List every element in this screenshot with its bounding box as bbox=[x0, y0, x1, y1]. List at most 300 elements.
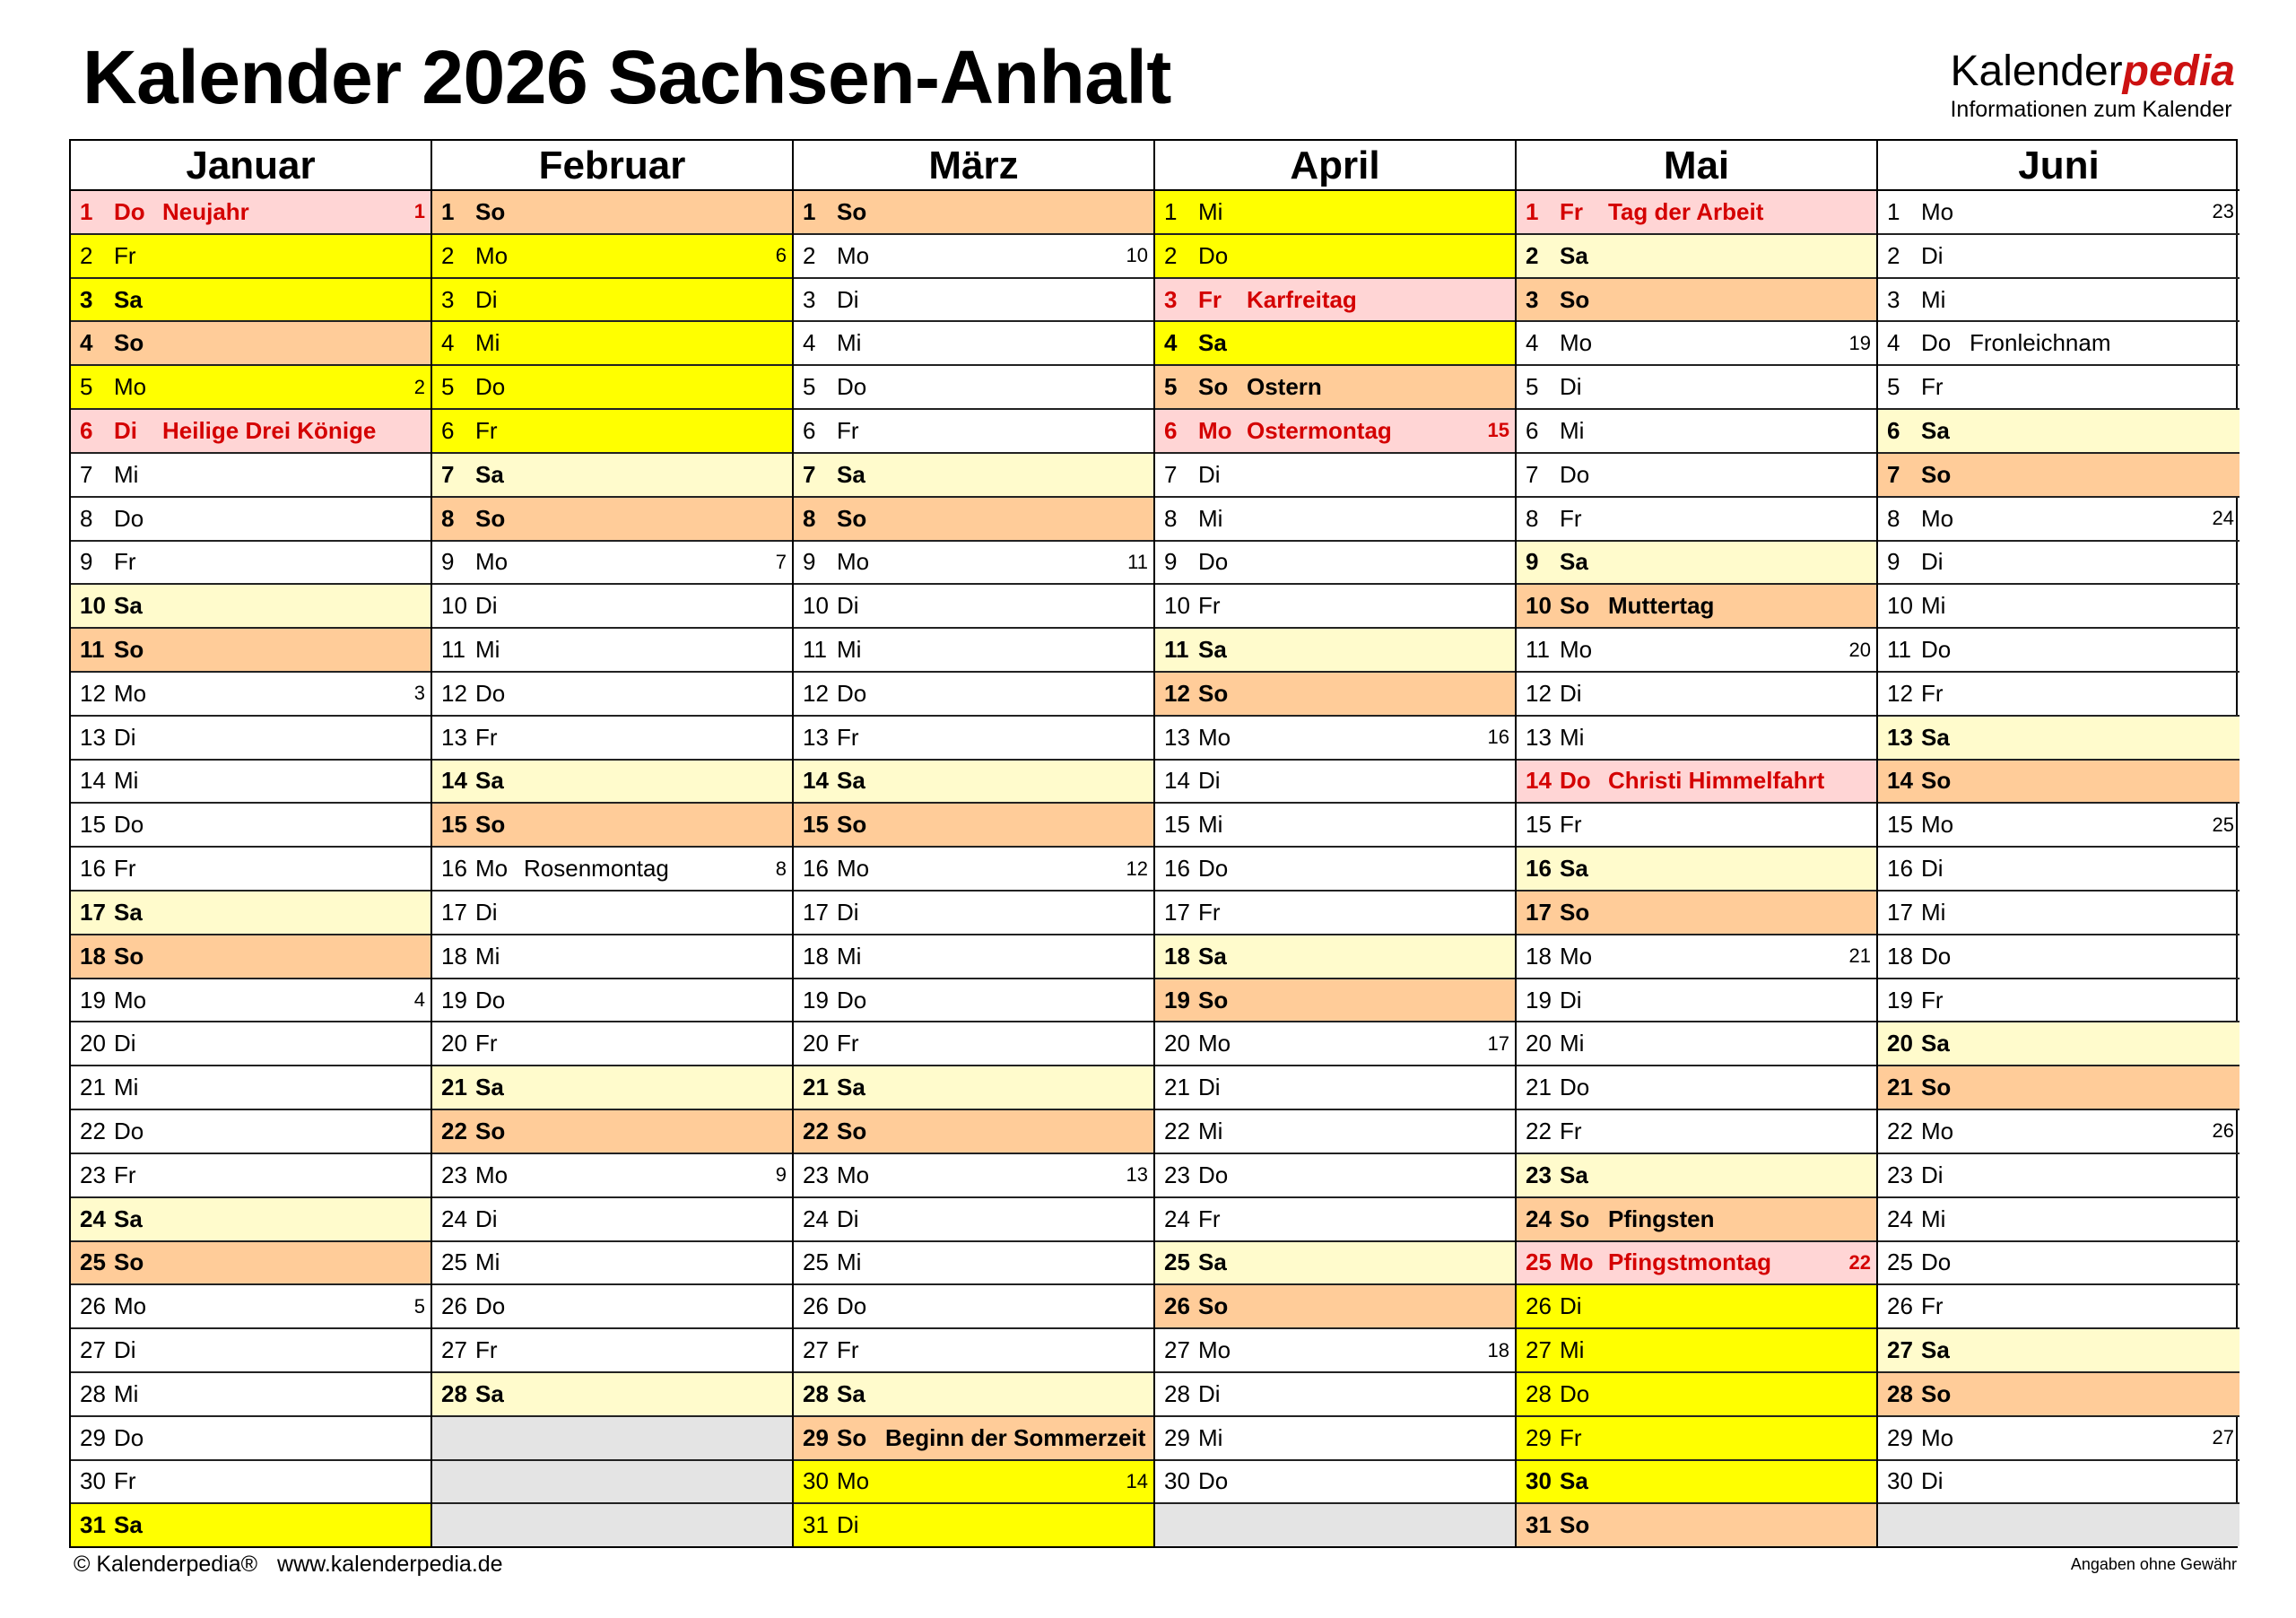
day-row[interactable] bbox=[794, 1110, 1153, 1154]
day-row[interactable] bbox=[71, 1110, 430, 1154]
day-row[interactable] bbox=[794, 410, 1153, 454]
weekday-label: Di bbox=[1198, 1379, 1221, 1407]
day-row[interactable] bbox=[794, 629, 1153, 673]
day-row[interactable] bbox=[1155, 629, 1515, 673]
day-row[interactable] bbox=[71, 935, 430, 979]
day-row[interactable] bbox=[432, 1154, 792, 1198]
day-row[interactable] bbox=[794, 935, 1153, 979]
day-event: Beginn der Sommerzeit bbox=[885, 1423, 1146, 1451]
weekday-label: Sa bbox=[1560, 1161, 1588, 1188]
day-row[interactable] bbox=[71, 498, 430, 542]
day-row[interactable] bbox=[794, 1285, 1153, 1329]
day-row[interactable] bbox=[1517, 498, 1876, 542]
day-row[interactable] bbox=[432, 717, 792, 761]
day-number: 13 bbox=[1164, 723, 1190, 751]
weekday-label: Mi bbox=[1921, 285, 1946, 313]
day-row[interactable] bbox=[432, 1242, 792, 1286]
day-row[interactable] bbox=[794, 279, 1153, 323]
day-row[interactable] bbox=[432, 1110, 792, 1154]
day-row[interactable] bbox=[432, 848, 792, 892]
day-row[interactable] bbox=[1517, 979, 1876, 1023]
weekday-label: Di bbox=[1198, 767, 1221, 795]
weekday-label: Di bbox=[837, 1205, 859, 1232]
day-row[interactable] bbox=[1155, 717, 1515, 761]
weekday-label: Mo bbox=[1560, 942, 1593, 970]
day-row[interactable] bbox=[1878, 1198, 2239, 1242]
day-row[interactable] bbox=[1517, 1461, 1876, 1505]
day-row[interactable] bbox=[71, 322, 430, 366]
day-number: 20 bbox=[1164, 1030, 1190, 1057]
day-row[interactable] bbox=[71, 1022, 430, 1066]
day-row[interactable] bbox=[71, 629, 430, 673]
day-number: 29 bbox=[80, 1423, 106, 1451]
weekday-label: Mo bbox=[114, 679, 147, 707]
day-row[interactable] bbox=[1155, 235, 1515, 279]
day-number: 22 bbox=[1526, 1117, 1552, 1144]
day-row[interactable] bbox=[794, 848, 1153, 892]
week-number: 2 bbox=[413, 375, 425, 398]
day-row[interactable] bbox=[432, 585, 792, 629]
day-row[interactable] bbox=[1878, 979, 2239, 1023]
day-row[interactable] bbox=[71, 1417, 430, 1461]
day-row[interactable] bbox=[1878, 542, 2239, 586]
day-row[interactable] bbox=[71, 1154, 430, 1198]
day-number: 24 bbox=[1164, 1205, 1190, 1232]
day-number: 12 bbox=[1887, 679, 1913, 707]
week-number: 26 bbox=[2212, 1119, 2234, 1143]
day-row[interactable] bbox=[1517, 673, 1876, 717]
day-row[interactable] bbox=[1517, 892, 1876, 935]
weekday-label: Mi bbox=[1198, 1423, 1223, 1451]
day-row[interactable] bbox=[71, 1461, 430, 1505]
weekday-label: Fr bbox=[114, 548, 136, 576]
weekday-label: Sa bbox=[1560, 855, 1588, 883]
day-row[interactable] bbox=[71, 1504, 430, 1546]
day-number: 18 bbox=[1887, 942, 1913, 970]
day-number: 21 bbox=[1164, 1074, 1190, 1101]
day-row[interactable] bbox=[1878, 410, 2239, 454]
day-row[interactable] bbox=[1155, 673, 1515, 717]
day-number: 26 bbox=[1526, 1292, 1552, 1320]
day-row[interactable] bbox=[71, 1066, 430, 1110]
day-row[interactable] bbox=[794, 1461, 1153, 1505]
day-row[interactable] bbox=[1517, 454, 1876, 498]
weekday-label: Fr bbox=[114, 855, 136, 883]
day-number: 8 bbox=[1526, 504, 1539, 532]
day-row[interactable] bbox=[71, 717, 430, 761]
weekday-label: Sa bbox=[114, 592, 143, 620]
day-row[interactable] bbox=[71, 585, 430, 629]
day-row[interactable] bbox=[71, 191, 430, 235]
day-row[interactable] bbox=[432, 761, 792, 805]
weekday-label: Do bbox=[837, 679, 867, 707]
week-number: 24 bbox=[2212, 507, 2234, 530]
day-row[interactable] bbox=[794, 585, 1153, 629]
day-number: 13 bbox=[803, 723, 829, 751]
day-row[interactable] bbox=[794, 761, 1153, 805]
weekday-label: So bbox=[1921, 1074, 1952, 1101]
day-row[interactable] bbox=[794, 979, 1153, 1023]
day-number: 25 bbox=[1526, 1248, 1552, 1276]
weekday-label: Fr bbox=[837, 416, 859, 444]
week-number: 8 bbox=[775, 857, 787, 880]
weekday-label: Mo bbox=[837, 1467, 870, 1495]
weekday-label: Do bbox=[1560, 1074, 1590, 1101]
day-row[interactable] bbox=[1155, 1242, 1515, 1286]
day-row[interactable] bbox=[1517, 366, 1876, 410]
day-row[interactable] bbox=[1878, 1285, 2239, 1329]
day-row[interactable] bbox=[1155, 892, 1515, 935]
weekday-label: Fr bbox=[114, 241, 136, 269]
brand-tagline: Informationen zum Kalender bbox=[1950, 97, 2232, 122]
day-row[interactable] bbox=[71, 279, 430, 323]
day-row[interactable] bbox=[432, 322, 792, 366]
week-number: 18 bbox=[1487, 1338, 1509, 1361]
day-row[interactable] bbox=[1878, 454, 2239, 498]
day-row[interactable] bbox=[71, 366, 430, 410]
day-row[interactable] bbox=[1155, 1198, 1515, 1242]
day-row[interactable] bbox=[1517, 1242, 1876, 1286]
day-row[interactable] bbox=[1517, 848, 1876, 892]
day-row[interactable] bbox=[794, 498, 1153, 542]
weekday-label: Mo bbox=[114, 373, 147, 401]
day-row[interactable] bbox=[794, 1154, 1153, 1198]
day-row[interactable] bbox=[794, 1504, 1153, 1546]
day-row[interactable] bbox=[432, 410, 792, 454]
day-number: 11 bbox=[80, 636, 105, 664]
day-row[interactable] bbox=[432, 235, 792, 279]
weekday-label: Mi bbox=[1198, 811, 1223, 839]
day-row[interactable] bbox=[1878, 629, 2239, 673]
month-header: Januar bbox=[71, 141, 430, 191]
day-row[interactable] bbox=[432, 191, 792, 235]
day-row[interactable] bbox=[432, 892, 792, 935]
day-row[interactable] bbox=[432, 366, 792, 410]
day-row[interactable] bbox=[1517, 191, 1876, 235]
day-event: Heilige Drei Könige bbox=[162, 416, 377, 444]
day-row[interactable] bbox=[1155, 1285, 1515, 1329]
weekday-label: Fr bbox=[1921, 373, 1944, 401]
day-row[interactable] bbox=[794, 1242, 1153, 1286]
day-row[interactable] bbox=[794, 322, 1153, 366]
day-row[interactable] bbox=[1878, 366, 2239, 410]
day-row[interactable] bbox=[71, 979, 430, 1023]
day-number: 28 bbox=[441, 1379, 467, 1407]
weekday-label: Do bbox=[1921, 329, 1952, 357]
day-row[interactable] bbox=[432, 1198, 792, 1242]
weekday-label: Di bbox=[475, 898, 498, 926]
day-number: 17 bbox=[1526, 898, 1552, 926]
week-number: 7 bbox=[775, 550, 787, 573]
day-row[interactable] bbox=[432, 542, 792, 586]
weekday-label: Di bbox=[114, 1030, 136, 1057]
day-number: 30 bbox=[1526, 1467, 1552, 1495]
month-days bbox=[432, 191, 792, 1546]
day-number: 4 bbox=[1164, 329, 1178, 357]
day-number: 20 bbox=[1887, 1030, 1913, 1057]
day-row[interactable] bbox=[432, 454, 792, 498]
day-row[interactable] bbox=[1517, 1066, 1876, 1110]
website-link[interactable]: www.kalenderpedia.de bbox=[277, 1552, 503, 1577]
day-row[interactable] bbox=[1878, 1373, 2239, 1417]
day-row[interactable] bbox=[432, 1329, 792, 1373]
day-row[interactable] bbox=[794, 235, 1153, 279]
day-number: 6 bbox=[1164, 416, 1178, 444]
day-row[interactable] bbox=[1878, 1461, 2239, 1505]
day-row[interactable] bbox=[1155, 322, 1515, 366]
day-number: 25 bbox=[80, 1248, 106, 1276]
day-number: 15 bbox=[1887, 811, 1913, 839]
day-row[interactable] bbox=[1517, 1373, 1876, 1417]
weekday-label: Fr bbox=[837, 723, 859, 751]
day-row[interactable] bbox=[794, 191, 1153, 235]
week-number: 27 bbox=[2212, 1426, 2234, 1449]
day-row[interactable] bbox=[1155, 1373, 1515, 1417]
day-row[interactable] bbox=[794, 804, 1153, 848]
weekday-label: Do bbox=[475, 373, 506, 401]
day-row[interactable] bbox=[1878, 1154, 2239, 1198]
day-row[interactable] bbox=[1155, 366, 1515, 410]
week-number: 11 bbox=[1127, 550, 1148, 573]
day-number: 27 bbox=[1526, 1336, 1552, 1364]
day-row[interactable] bbox=[1878, 1242, 2239, 1286]
day-row[interactable] bbox=[794, 1198, 1153, 1242]
month-header: Februar bbox=[432, 141, 792, 191]
day-row[interactable] bbox=[1155, 454, 1515, 498]
day-event: Fronleichnam bbox=[1970, 329, 2111, 357]
day-row[interactable] bbox=[794, 673, 1153, 717]
day-row[interactable] bbox=[71, 454, 430, 498]
day-number: 14 bbox=[80, 767, 106, 795]
day-row[interactable] bbox=[1878, 191, 2239, 235]
weekday-label: Mo bbox=[1921, 504, 1954, 532]
day-row[interactable] bbox=[1878, 322, 2239, 366]
day-number: 20 bbox=[1526, 1030, 1552, 1057]
day-row[interactable] bbox=[1517, 585, 1876, 629]
day-row[interactable] bbox=[794, 542, 1153, 586]
day-row[interactable] bbox=[1878, 1022, 2239, 1066]
day-row[interactable] bbox=[794, 892, 1153, 935]
weekday-label: Sa bbox=[1921, 723, 1950, 751]
day-row[interactable] bbox=[1155, 935, 1515, 979]
day-row[interactable] bbox=[432, 1066, 792, 1110]
day-number: 29 bbox=[1887, 1423, 1913, 1451]
day-row[interactable] bbox=[1517, 322, 1876, 366]
day-row[interactable] bbox=[71, 235, 430, 279]
day-row[interactable] bbox=[1155, 279, 1515, 323]
day-row[interactable] bbox=[1517, 761, 1876, 805]
day-row[interactable] bbox=[794, 366, 1153, 410]
weekday-label: So bbox=[837, 1117, 867, 1144]
weekday-label: Fr bbox=[1560, 504, 1582, 532]
day-row[interactable] bbox=[1517, 542, 1876, 586]
weekday-label: Mi bbox=[114, 767, 139, 795]
day-row[interactable] bbox=[1878, 935, 2239, 979]
day-row[interactable] bbox=[432, 1285, 792, 1329]
day-row[interactable] bbox=[1517, 279, 1876, 323]
day-row[interactable] bbox=[71, 410, 430, 454]
weekday-label: Mo bbox=[1198, 723, 1231, 751]
day-row[interactable] bbox=[794, 1329, 1153, 1373]
day-row[interactable] bbox=[1155, 1154, 1515, 1198]
day-row[interactable] bbox=[71, 804, 430, 848]
day-row[interactable] bbox=[1517, 410, 1876, 454]
day-row[interactable] bbox=[1517, 1417, 1876, 1461]
brand-logo[interactable] bbox=[1950, 47, 2235, 122]
day-row[interactable] bbox=[1878, 279, 2239, 323]
weekday-label: Sa bbox=[837, 767, 865, 795]
day-number: 15 bbox=[80, 811, 106, 839]
day-row[interactable] bbox=[1155, 191, 1515, 235]
day-number: 13 bbox=[441, 723, 467, 751]
weekday-label: Di bbox=[1921, 855, 1944, 883]
weekday-label: Sa bbox=[1921, 1336, 1950, 1364]
day-row[interactable] bbox=[1878, 1417, 2239, 1461]
day-row[interactable] bbox=[432, 673, 792, 717]
day-number: 5 bbox=[441, 373, 455, 401]
day-row[interactable] bbox=[432, 979, 792, 1023]
day-row[interactable] bbox=[71, 1373, 430, 1417]
weekday-label: Sa bbox=[1198, 329, 1227, 357]
day-row[interactable] bbox=[1155, 848, 1515, 892]
day-number: 21 bbox=[441, 1074, 467, 1101]
day-number: 26 bbox=[80, 1292, 106, 1320]
day-number: 18 bbox=[1526, 942, 1552, 970]
day-row[interactable] bbox=[71, 761, 430, 805]
day-row[interactable] bbox=[432, 629, 792, 673]
weekday-label: Mi bbox=[475, 329, 500, 357]
weekday-label: Mi bbox=[1198, 197, 1223, 225]
weekday-label: Di bbox=[837, 285, 859, 313]
day-number: 8 bbox=[441, 504, 455, 532]
day-row[interactable] bbox=[794, 1022, 1153, 1066]
day-number: 18 bbox=[80, 942, 106, 970]
day-row[interactable] bbox=[1517, 1154, 1876, 1198]
day-row[interactable] bbox=[1155, 542, 1515, 586]
day-number: 7 bbox=[80, 460, 93, 488]
day-row[interactable] bbox=[1878, 498, 2239, 542]
day-row[interactable] bbox=[1155, 1110, 1515, 1154]
day-row[interactable] bbox=[71, 542, 430, 586]
weekday-label: Fr bbox=[114, 1161, 136, 1188]
weekday-label: Fr bbox=[475, 1030, 498, 1057]
day-number: 23 bbox=[441, 1161, 467, 1188]
weekday-label: Sa bbox=[114, 898, 143, 926]
day-row[interactable] bbox=[1878, 585, 2239, 629]
day-row[interactable] bbox=[1517, 1504, 1876, 1546]
day-row[interactable] bbox=[432, 804, 792, 848]
day-row[interactable] bbox=[71, 892, 430, 935]
day-event: Pfingsten bbox=[1608, 1205, 1715, 1232]
day-row[interactable] bbox=[1517, 804, 1876, 848]
day-row[interactable] bbox=[1155, 1066, 1515, 1110]
day-number: 2 bbox=[1887, 241, 1900, 269]
day-number: 30 bbox=[1164, 1467, 1190, 1495]
day-row[interactable] bbox=[71, 1242, 430, 1286]
weekday-label: Sa bbox=[114, 1511, 143, 1539]
day-row[interactable] bbox=[1878, 1066, 2239, 1110]
day-row[interactable] bbox=[71, 1198, 430, 1242]
day-row[interactable] bbox=[1517, 629, 1876, 673]
day-number: 28 bbox=[803, 1379, 829, 1407]
day-row[interactable] bbox=[1517, 1198, 1876, 1242]
day-row[interactable] bbox=[1878, 717, 2239, 761]
day-number: 1 bbox=[1526, 197, 1539, 225]
weekday-label: Mi bbox=[1921, 592, 1946, 620]
day-number: 11 bbox=[1164, 636, 1189, 664]
month-column bbox=[1517, 141, 1878, 1546]
weekday-label: Mo bbox=[837, 548, 870, 576]
day-row[interactable] bbox=[432, 1022, 792, 1066]
day-number: 18 bbox=[803, 942, 829, 970]
day-row[interactable] bbox=[794, 1373, 1153, 1417]
weekday-label: Do bbox=[114, 1423, 144, 1451]
day-row[interactable] bbox=[794, 1417, 1153, 1461]
day-number: 5 bbox=[1887, 373, 1900, 401]
day-row[interactable] bbox=[1155, 979, 1515, 1023]
day-row[interactable] bbox=[1155, 585, 1515, 629]
day-row[interactable] bbox=[432, 498, 792, 542]
day-row[interactable] bbox=[1155, 1461, 1515, 1505]
day-row[interactable] bbox=[71, 848, 430, 892]
day-row[interactable] bbox=[794, 717, 1153, 761]
day-row[interactable] bbox=[1155, 804, 1515, 848]
day-row[interactable] bbox=[1517, 935, 1876, 979]
day-number: 27 bbox=[441, 1336, 467, 1364]
day-number: 17 bbox=[441, 898, 467, 926]
day-event: Ostern bbox=[1247, 373, 1322, 401]
day-row[interactable] bbox=[1878, 761, 2239, 805]
day-row[interactable] bbox=[1155, 1329, 1515, 1373]
day-row[interactable] bbox=[71, 1329, 430, 1373]
day-row[interactable] bbox=[794, 1066, 1153, 1110]
day-row[interactable] bbox=[1878, 235, 2239, 279]
day-row[interactable] bbox=[1517, 235, 1876, 279]
day-row[interactable] bbox=[1517, 717, 1876, 761]
day-row[interactable] bbox=[1878, 892, 2239, 935]
day-row[interactable] bbox=[1155, 761, 1515, 805]
day-row[interactable] bbox=[1155, 1022, 1515, 1066]
month-header: März bbox=[794, 141, 1153, 191]
day-row[interactable] bbox=[1878, 673, 2239, 717]
day-number: 5 bbox=[1526, 373, 1539, 401]
day-row[interactable] bbox=[1155, 1417, 1515, 1461]
day-row[interactable] bbox=[794, 454, 1153, 498]
day-row[interactable] bbox=[1517, 1022, 1876, 1066]
weekday-label: Do bbox=[475, 1292, 506, 1320]
day-number: 22 bbox=[80, 1117, 106, 1144]
day-row[interactable] bbox=[1878, 1329, 2239, 1373]
day-row[interactable] bbox=[432, 1373, 792, 1417]
day-row[interactable] bbox=[432, 279, 792, 323]
day-row[interactable] bbox=[1155, 498, 1515, 542]
weekday-label: Sa bbox=[1560, 548, 1588, 576]
day-row[interactable] bbox=[1878, 848, 2239, 892]
day-row[interactable] bbox=[71, 1285, 430, 1329]
weekday-label: Do bbox=[1560, 460, 1590, 488]
day-row[interactable] bbox=[432, 935, 792, 979]
day-number: 22 bbox=[1887, 1117, 1913, 1144]
day-row[interactable] bbox=[1517, 1329, 1876, 1373]
day-row[interactable] bbox=[1517, 1285, 1876, 1329]
day-row[interactable] bbox=[1517, 1110, 1876, 1154]
day-row[interactable] bbox=[1878, 804, 2239, 848]
day-number: 26 bbox=[1164, 1292, 1190, 1320]
day-row[interactable] bbox=[71, 673, 430, 717]
day-row[interactable] bbox=[1155, 410, 1515, 454]
weekday-label: Do bbox=[837, 373, 867, 401]
day-row[interactable] bbox=[1878, 1110, 2239, 1154]
